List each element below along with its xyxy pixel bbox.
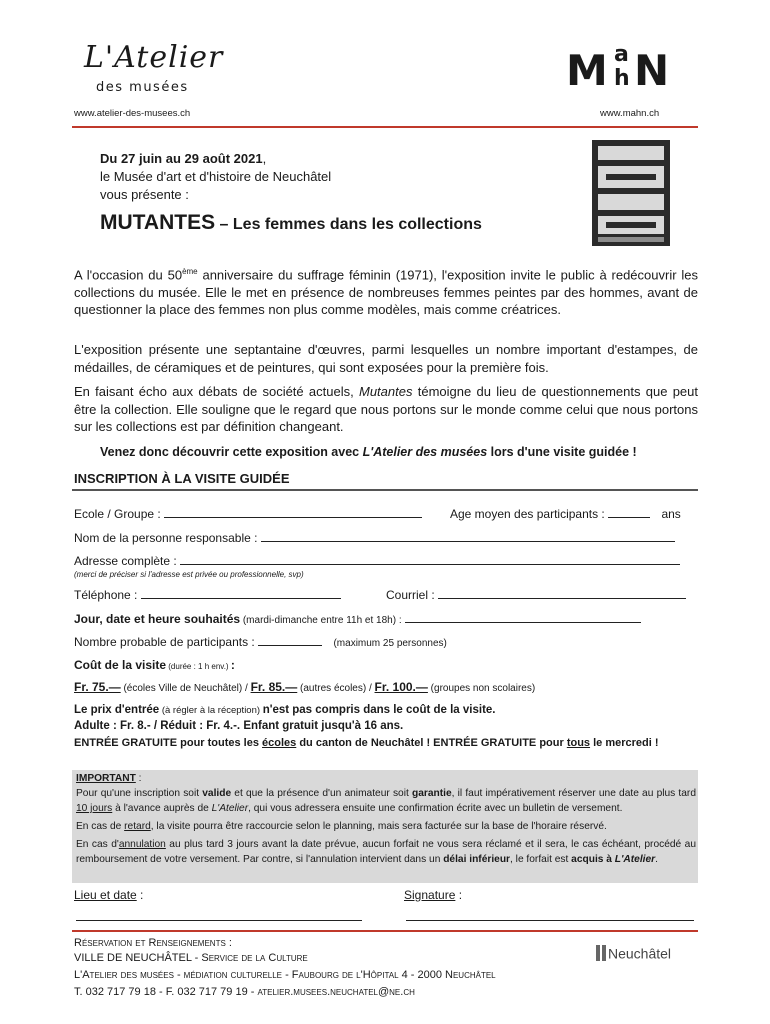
signature-row [404, 888, 462, 902]
imp-p1-valide: valide [202, 788, 232, 799]
age-unit: ans [661, 507, 681, 521]
imp-p3-delai: délai inférieur [443, 854, 511, 865]
nombre-note: (maximum 25 personnes) [333, 638, 447, 649]
lieu-date-field[interactable] [76, 920, 362, 921]
mahn-url[interactable]: www.mahn.ch [600, 108, 660, 119]
important-paragraph-3 [76, 837, 696, 867]
intro-line2: le Musée d'art et d'histoire de Neuchâtel [100, 169, 332, 184]
atelier-logo-script: L'Atelier [84, 40, 224, 75]
entry-line-2: Adulte : Fr. 8.- / Réduit : Fr. 4.-. Enfant gratuit jusqu'à 16 ans. [74, 720, 404, 732]
jour-note: (mardi-dimanche entre 11h et 18h) : [240, 615, 402, 626]
p1-rest: anniversaire du suffrage féminin (1971), l'exposition invite le public à redécouvrir les collections du musée. Elle le met en présence de nombreuses femmes peintes par des hommes, avant de questionner la place des femmes non plus comme modèles, mais comme créatrices. [74, 267, 698, 318]
cta-italic: L'Atelier des musées [362, 445, 488, 459]
imp-p3-atelier: L'Atelier [614, 854, 656, 865]
important-paragraph-2 [76, 819, 696, 834]
entry-line-3 [74, 736, 659, 750]
responsable-field[interactable] [261, 530, 675, 542]
paragraph-1 [74, 263, 698, 319]
footer-line-2 [74, 951, 308, 966]
nombre-row [74, 634, 447, 651]
header-divider [72, 126, 698, 128]
price-2: Fr. 85.— [250, 680, 298, 694]
p3-start: En faisant écho aux débats de société actuels, [74, 384, 359, 399]
intro-block: Du 27 juin au 29 août 2021, le Musée d'art et d'histoire de Neuchâtel vous présente : [100, 151, 332, 202]
atelier-logo-subtitle: des musées [96, 80, 189, 95]
intro-dates: Du 27 juin au 29 août 2021 [100, 151, 263, 166]
entry-line1-note: (à régler à la réception) [159, 705, 263, 716]
imp-p3-d: . [655, 854, 658, 865]
adresse-row [74, 553, 680, 568]
telephone-label: Téléphone : [74, 588, 138, 602]
cout-label: Coût de la visite [74, 658, 167, 672]
jour-row [74, 611, 641, 628]
entry-line3-ecoles: écoles [262, 737, 297, 749]
signature-label: Signature [404, 888, 456, 902]
cout-row [74, 658, 235, 674]
cout-colon: : [230, 658, 235, 672]
footer-email[interactable]: - atelier.musees.neuchatel@ne.ch [247, 986, 415, 998]
responsable-row [74, 530, 675, 545]
telephone-field[interactable] [141, 587, 341, 599]
imp-p2-b: , la visite pourra être raccourcie selon le planning, mais sera facturée sur la base de l'horaire réservé. [150, 821, 607, 832]
imp-p1-a: Pour qu'une inscription soit [76, 788, 203, 799]
atelier-url[interactable]: www.atelier-des-musees.ch [74, 108, 191, 119]
important-colon: : [135, 773, 142, 784]
imp-p1-garantie: garantie [411, 788, 452, 799]
p1-sup: ème [182, 267, 198, 276]
footer-line-3: L'Atelier des musées - médiation culturelle - Faubourg de l'Hôpital 4 - 2000 Neuchâtel [74, 969, 496, 981]
entry-line1-b: n'est pas compris dans le coût de la visite. [262, 704, 496, 716]
imp-p1-10jours: 10 jours [76, 803, 113, 814]
price-2-note: (autres écoles) / [297, 683, 375, 694]
intro-line3: vous présente : [100, 187, 189, 202]
imp-p2-a: En cas de [76, 821, 125, 832]
telephone-row [74, 587, 341, 602]
ecole-field[interactable] [164, 506, 422, 518]
exhibition-poster-image [592, 140, 670, 246]
entry-line-1 [74, 703, 496, 718]
imp-p3-annulation: annulation [118, 839, 166, 850]
form-section-title: INSCRIPTION À LA VISITE GUIDÉE [74, 471, 290, 486]
cta-end: lors d'une visite guidée ! [487, 445, 637, 459]
cout-note: (durée : 1 h env.) [166, 662, 231, 671]
price-3: Fr. 100.— [374, 680, 428, 694]
entry-line3-c: le mercredi ! [590, 737, 659, 749]
age-label: Age moyen des participants : [450, 507, 605, 521]
cta-start: Venez donc découvrir cette exposition avec [100, 445, 363, 459]
mahn-logo-n: N [634, 46, 670, 95]
responsable-label: Nom de la personne responsable : [74, 531, 258, 545]
imp-p2-retard: retard [124, 821, 151, 832]
jour-field[interactable] [405, 611, 641, 623]
mahn-logo-a: a [614, 42, 629, 67]
courriel-label: Courriel : [386, 588, 435, 602]
entry-line3-a: ENTRÉE GRATUITE pour toutes les [74, 737, 263, 749]
entry-line3-tous: tous [566, 737, 591, 749]
price-3-note: (groupes non scolaires) [427, 683, 536, 694]
imp-p3-c: , le forfait est [510, 854, 572, 865]
entry-line3-b: du canton de Neuchâtel ! ENTRÉE GRATUITE pour [296, 737, 567, 749]
footer-line-1: Réservation et Renseignements : [74, 937, 232, 949]
paragraph-3 [74, 383, 698, 436]
neuchatel-logo-text: Neuchâtel [608, 945, 672, 962]
footer-ville: VILLE DE NEUCHÂTEL [74, 952, 192, 964]
title-subtitle: – Les femmes dans les collections [215, 216, 482, 233]
form-section-divider [72, 489, 698, 491]
lieu-date-row [74, 888, 143, 902]
p3-italic: Mutantes [359, 384, 413, 399]
mahn-logo-h: h [614, 66, 630, 91]
footer-service: - Service de la Culture [191, 952, 308, 964]
imp-p1-d: à l'avance auprès de [112, 803, 212, 814]
imp-p1-atelier: L'Atelier [211, 803, 249, 814]
p3-rest: témoigne du lieu de questionnements que peut être la collection. Elle souligne que le regard que nous portons sur le monde comme celui que nous portons sur les collections est par définition changeant. [74, 384, 699, 434]
mahn-logo [566, 44, 676, 96]
imp-p3-a: En cas d' [76, 839, 119, 850]
price-1-note: (écoles Ville de Neuchâtel) / [120, 683, 251, 694]
important-heading [76, 771, 696, 786]
adresse-label: Adresse complète : [74, 554, 177, 568]
call-to-action [100, 445, 637, 459]
imp-p3-b: au plus tard 3 jours avant la date prévue, aucun forfait ne vous sera réclamé et il sera, le cas échéant, procédé au remboursement de votre versement. Par contre, si l'annulation intervient dans un [76, 839, 696, 865]
imp-p1-b: et que la présence d'un animateur soit [231, 788, 412, 799]
footer-line-4 [74, 985, 415, 1000]
neuchatel-logo [596, 944, 700, 966]
adresse-note: (merci de préciser si l'adresse est privée ou professionnelle, svp) [74, 570, 304, 579]
imp-p1-c: , il faut impérativement réserver une date au plus tard [451, 788, 696, 799]
jour-label: Jour, date et heure souhaités [74, 612, 241, 626]
nombre-label: Nombre probable de participants : [74, 635, 255, 649]
age-row [450, 506, 681, 521]
footer-phone: T. 032 717 79 18 - F. 032 717 79 19 [74, 986, 248, 998]
exhibition-title [100, 211, 482, 235]
imp-p3-acquis: acquis à [571, 854, 615, 865]
price-1: Fr. 75.— [74, 680, 121, 694]
title-main: MUTANTES [100, 211, 216, 234]
important-label: IMPORTANT [76, 773, 136, 784]
ecole-row [74, 506, 422, 521]
ecole-label: Ecole / Groupe : [74, 507, 161, 521]
entry-line1-a: Le prix d'entrée [74, 704, 160, 716]
adresse-field[interactable] [180, 553, 680, 565]
footer-divider [72, 930, 698, 932]
courriel-row [386, 587, 686, 602]
nombre-field[interactable] [258, 634, 322, 646]
signature-colon: : [455, 888, 463, 902]
lieu-date-colon: : [136, 888, 144, 902]
lieu-date-label: Lieu et date [74, 888, 137, 902]
prices-row [74, 680, 535, 696]
atelier-logo [78, 40, 224, 100]
important-paragraph-1 [76, 786, 696, 816]
p1-start: A l'occasion du 50 [74, 267, 183, 283]
paragraph-2: L'exposition présente une septantaine d'œuvres, parmi lesquelles un nombre important d'estampes, de médailles, de céramiques et de peintures, qui sont exposées pour la première fois. [74, 342, 698, 375]
imp-p1-e: , qui vous adressera ensuite une confirmation écrite avec un bulletin de versement. [248, 803, 623, 814]
age-field[interactable] [608, 506, 650, 518]
signature-field[interactable] [406, 920, 694, 921]
courriel-field[interactable] [438, 587, 686, 599]
mahn-logo-m: M [566, 46, 608, 95]
